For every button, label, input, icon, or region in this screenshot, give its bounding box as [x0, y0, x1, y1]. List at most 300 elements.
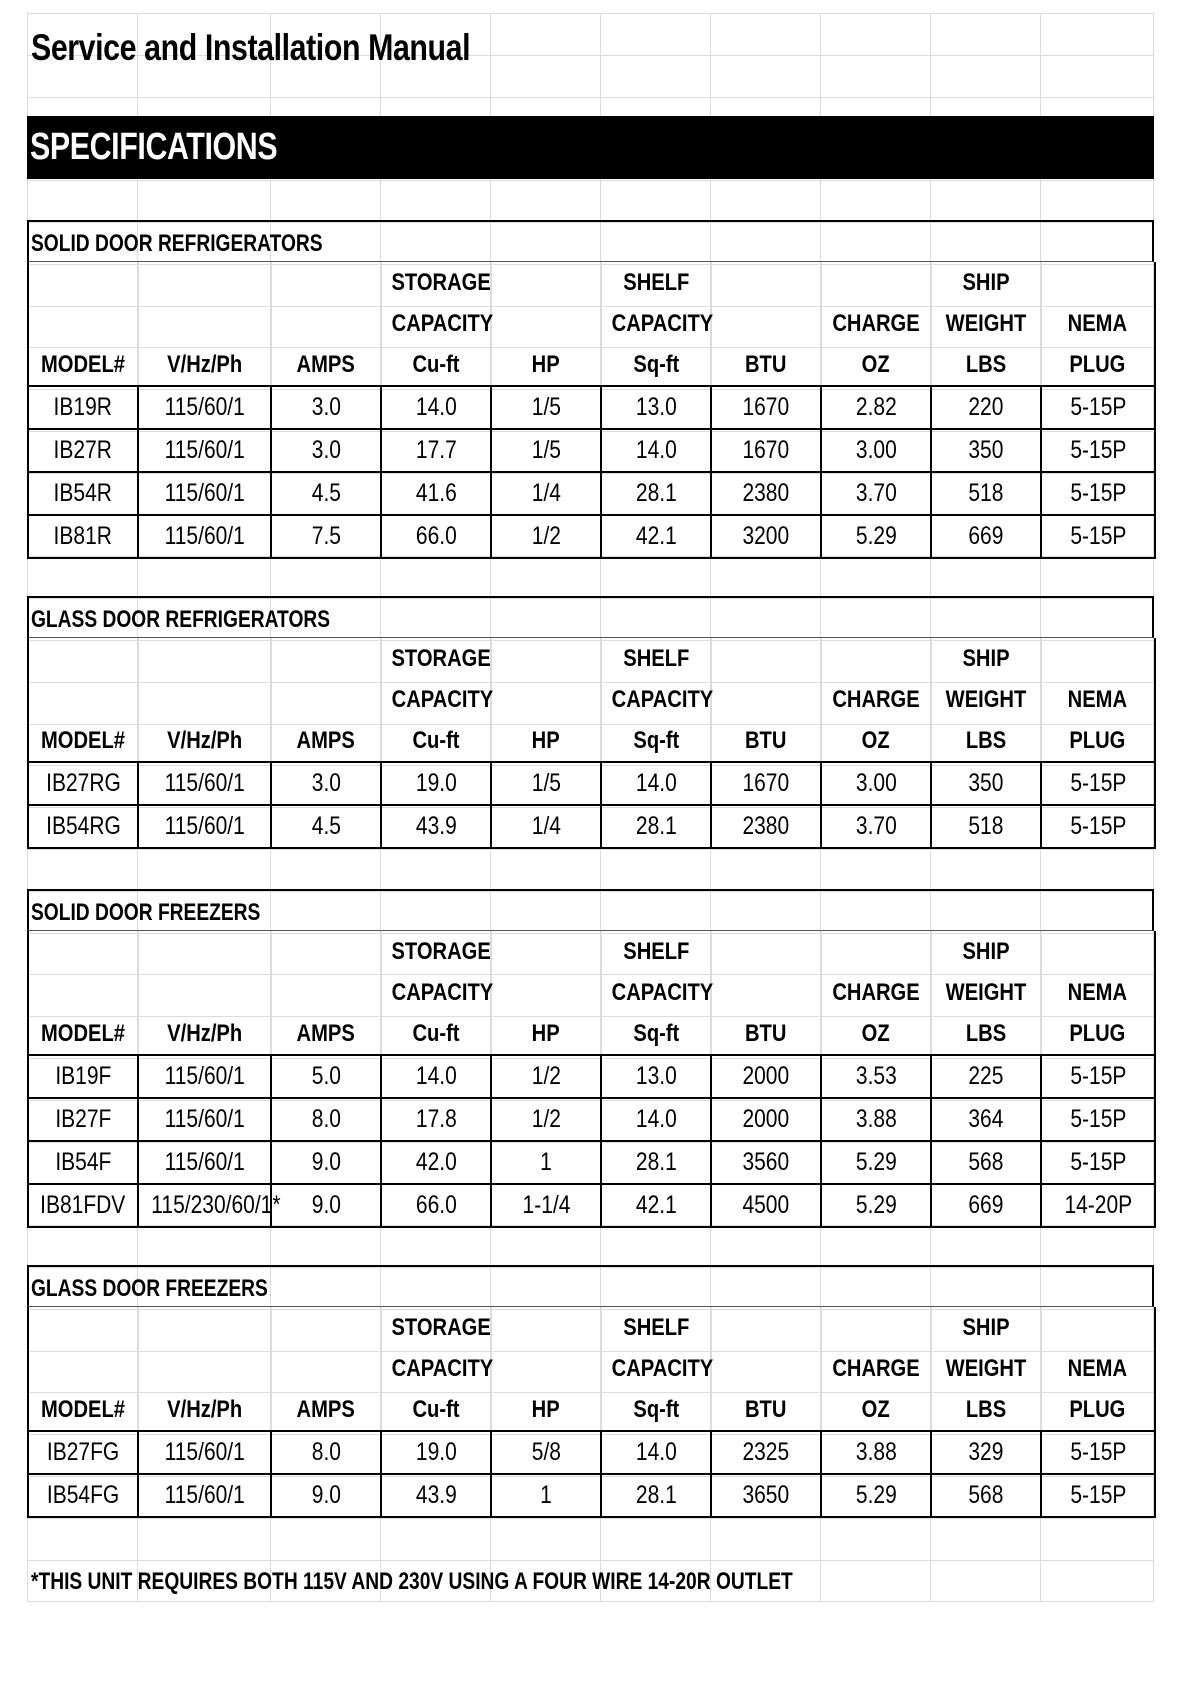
table-cell-text: 5-15P — [1069, 1481, 1127, 1509]
table-cell — [821, 1098, 931, 1141]
table-cell-text: 3.00 — [855, 769, 897, 797]
specifications-banner — [27, 116, 1154, 179]
header-cell — [271, 972, 381, 1013]
header-cell — [821, 1307, 931, 1348]
header-row — [28, 1389, 1155, 1431]
table-cell — [138, 1474, 271, 1517]
header-cell-text: V/Hz/Ph — [166, 1019, 243, 1047]
table-cell — [271, 1098, 381, 1141]
table-cell-text: 5-15P — [1069, 479, 1127, 507]
header-cell — [931, 679, 1041, 720]
header-cell-text: CHARGE — [832, 309, 920, 337]
table-cell-text: 115/60/1 — [164, 522, 245, 550]
table-cell — [1041, 1184, 1155, 1227]
table-cell — [138, 805, 271, 848]
table-cell-text: 42.1 — [635, 522, 677, 550]
table-cell — [28, 1184, 138, 1227]
header-cell-text: V/Hz/Ph — [166, 350, 243, 378]
header-cell-text: STORAGE — [390, 937, 491, 965]
table-row — [28, 386, 1155, 429]
table-cell-text: 66.0 — [415, 1191, 457, 1219]
table-cell — [138, 1431, 271, 1474]
section-title — [27, 889, 1154, 931]
table-cell — [28, 386, 138, 429]
header-cell — [28, 262, 138, 303]
table-cell-text: 17.7 — [415, 436, 457, 464]
header-cell-text: STORAGE — [390, 644, 491, 672]
table-cell-text: IB27R — [53, 436, 113, 464]
header-cell — [491, 931, 601, 972]
header-cell-text: MODEL# — [41, 1019, 126, 1047]
header-cell-text: CHARGE — [832, 978, 920, 1006]
table-cell-text: 7.5 — [311, 522, 341, 550]
table-cell-text: IB81FDV — [40, 1191, 126, 1219]
header-cell — [381, 1013, 491, 1055]
table-cell-text: 4500 — [742, 1191, 790, 1219]
header-cell-text: CAPACITY — [391, 978, 493, 1006]
header-cell-text: SHIP — [962, 1313, 1010, 1341]
header-cell-text: V/Hz/Ph — [166, 1395, 243, 1423]
table-cell-text: 19.0 — [415, 1438, 457, 1466]
table-cell — [491, 1431, 601, 1474]
header-cell — [138, 720, 271, 762]
header-cell — [138, 344, 271, 386]
table-cell-text: 1670 — [742, 436, 790, 464]
header-cell — [821, 344, 931, 386]
header-cell-text: AMPS — [296, 1395, 356, 1423]
header-cell — [821, 679, 931, 720]
table-cell — [138, 1055, 271, 1098]
header-cell — [28, 931, 138, 972]
header-cell — [138, 262, 271, 303]
spec-section — [27, 1265, 1154, 1518]
table-cell — [931, 762, 1041, 805]
table-cell — [381, 472, 491, 515]
table-cell-text: 5-15P — [1069, 522, 1127, 550]
header-cell — [601, 1013, 711, 1055]
header-cell — [381, 720, 491, 762]
header-cell — [1041, 638, 1155, 679]
table-cell — [138, 386, 271, 429]
header-cell-text: Sq-ft — [633, 726, 679, 754]
table-cell-text: 2.82 — [855, 393, 897, 421]
table-cell — [491, 1141, 601, 1184]
table-cell — [491, 429, 601, 472]
table-cell — [601, 1098, 711, 1141]
table-cell-text: 115/60/1 — [164, 436, 245, 464]
header-cell-text: BTU — [745, 1395, 787, 1423]
section-title — [27, 1265, 1154, 1307]
table-cell — [271, 762, 381, 805]
table-cell-text: 5.29 — [855, 1481, 897, 1509]
header-cell — [381, 1348, 491, 1389]
header-cell — [931, 1389, 1041, 1431]
table-cell-text: 5-15P — [1069, 1148, 1127, 1176]
header-cell — [601, 1307, 711, 1348]
header-cell — [931, 344, 1041, 386]
header-cell-text: SHELF — [622, 937, 690, 965]
table-cell — [1041, 762, 1155, 805]
section-title-text: GLASS DOOR FREEZERS — [31, 1275, 268, 1302]
header-cell-text: HP — [531, 726, 561, 754]
header-cell — [1041, 262, 1155, 303]
header-row — [28, 720, 1155, 762]
table-cell — [271, 805, 381, 848]
section-title-text: SOLID DOOR FREEZERS — [31, 899, 261, 926]
table-cell — [711, 805, 821, 848]
header-cell — [931, 303, 1041, 344]
table-cell-text: 115/60/1 — [164, 812, 245, 840]
table-cell — [931, 1141, 1041, 1184]
document-title: Service and Installation Manual — [31, 27, 471, 68]
header-cell-text: AMPS — [296, 350, 356, 378]
header-row — [28, 972, 1155, 1013]
header-cell — [601, 720, 711, 762]
table-cell-text: 3200 — [742, 522, 790, 550]
table-cell-text: 43.9 — [415, 1481, 457, 1509]
section-title-text: GLASS DOOR REFRIGERATORS — [31, 606, 331, 633]
table-cell — [138, 762, 271, 805]
table-cell-text: 66.0 — [415, 522, 457, 550]
table-cell-text: 3650 — [742, 1481, 790, 1509]
table-cell — [491, 386, 601, 429]
table-cell-text: 5-15P — [1069, 1062, 1127, 1090]
table-cell — [711, 762, 821, 805]
table-cell-text: 364 — [968, 1105, 1004, 1133]
table-cell — [271, 1141, 381, 1184]
header-cell — [821, 1348, 931, 1389]
table-cell — [381, 1055, 491, 1098]
table-cell — [271, 1474, 381, 1517]
header-cell — [491, 262, 601, 303]
grid-row-line — [27, 13, 1154, 14]
table-cell-text: 350 — [968, 769, 1004, 797]
grid-row-line — [27, 849, 1154, 850]
table-cell-text: 225 — [968, 1062, 1004, 1090]
header-cell — [138, 972, 271, 1013]
table-cell — [271, 1184, 381, 1227]
table-cell-text: 1670 — [742, 393, 790, 421]
table-cell — [491, 805, 601, 848]
header-cell — [1041, 931, 1155, 972]
header-cell — [821, 262, 931, 303]
table-cell — [271, 1055, 381, 1098]
header-cell — [1041, 720, 1155, 762]
grid-row-line — [27, 180, 1154, 181]
table-cell-text: 17.8 — [415, 1105, 457, 1133]
table-cell — [601, 472, 711, 515]
table-cell-text: 350 — [968, 436, 1004, 464]
table-cell — [821, 386, 931, 429]
header-cell — [381, 638, 491, 679]
table-row — [28, 1098, 1155, 1141]
table-cell-text: 115/60/1 — [164, 1105, 245, 1133]
footnote: *THIS UNIT REQUIRES BOTH 115V AND 230V USING A FOUR WIRE 14-20R OUTLET — [31, 1568, 793, 1595]
header-cell-text: CHARGE — [832, 685, 920, 713]
table-cell-text: 115/60/1 — [164, 1481, 245, 1509]
header-cell-text: OZ — [861, 1395, 890, 1423]
table-cell-text: 42.1 — [635, 1191, 677, 1219]
table-cell — [1041, 1098, 1155, 1141]
header-cell — [28, 679, 138, 720]
table-cell — [138, 1184, 281, 1227]
table-cell-text: 3.70 — [855, 479, 897, 507]
header-cell — [821, 303, 931, 344]
table-cell-text: 8.0 — [311, 1105, 341, 1133]
header-cell — [601, 303, 711, 344]
header-cell — [138, 931, 271, 972]
table-cell-text: 115/60/1 — [164, 1438, 245, 1466]
table-cell-text: 115/60/1 — [164, 1062, 245, 1090]
header-cell — [711, 303, 821, 344]
header-cell — [1041, 1389, 1155, 1431]
table-cell-text: 14.0 — [415, 1062, 457, 1090]
table-cell — [28, 762, 138, 805]
table-cell — [931, 1098, 1041, 1141]
table-cell — [28, 1431, 138, 1474]
header-cell — [381, 303, 491, 344]
header-row — [28, 344, 1155, 386]
header-cell — [821, 720, 931, 762]
header-cell-text: LBS — [965, 726, 1007, 754]
table-cell — [491, 762, 601, 805]
header-cell-text: SHELF — [622, 1313, 690, 1341]
table-cell-text: 3.0 — [311, 769, 341, 797]
table-cell — [931, 429, 1041, 472]
header-cell — [28, 1013, 138, 1055]
header-cell — [1041, 303, 1155, 344]
table-cell-text: 1/5 — [531, 436, 561, 464]
table-cell — [381, 805, 491, 848]
header-cell — [28, 720, 138, 762]
header-cell — [271, 679, 381, 720]
table-cell-text: 115/60/1 — [164, 479, 245, 507]
table-cell — [601, 515, 711, 558]
spec-table — [27, 931, 1156, 1228]
header-cell-text: CAPACITY — [611, 1354, 713, 1382]
header-cell-text: SHIP — [962, 644, 1010, 672]
header-cell — [138, 1389, 271, 1431]
table-cell-text: 115/60/1 — [164, 393, 245, 421]
header-cell-text: PLUG — [1069, 1395, 1126, 1423]
header-cell-text: LBS — [965, 1395, 1007, 1423]
spec-section — [27, 220, 1154, 559]
header-cell — [138, 638, 271, 679]
table-cell — [491, 1474, 601, 1517]
table-cell-text: 9.0 — [311, 1148, 341, 1176]
header-cell-text: NEMA — [1068, 1354, 1128, 1382]
header-cell — [601, 1348, 711, 1389]
table-cell-text: 9.0 — [311, 1481, 341, 1509]
table-row — [28, 429, 1155, 472]
table-cell-text: 1 — [540, 1148, 552, 1176]
header-row — [28, 638, 1155, 679]
table-cell — [821, 429, 931, 472]
header-cell-text: CHARGE — [832, 1354, 920, 1382]
table-row — [28, 515, 1155, 558]
header-row — [28, 262, 1155, 303]
table-cell-text: 568 — [968, 1481, 1004, 1509]
header-cell-text: CAPACITY — [611, 978, 713, 1006]
table-cell — [381, 1184, 491, 1227]
table-cell — [931, 1474, 1041, 1517]
table-cell — [931, 1055, 1041, 1098]
header-cell — [381, 1389, 491, 1431]
header-cell — [271, 1013, 381, 1055]
header-cell-text: HP — [531, 1019, 561, 1047]
table-cell-text: 28.1 — [635, 479, 677, 507]
header-cell — [138, 1013, 271, 1055]
table-cell-text: 5-15P — [1069, 1105, 1127, 1133]
grid-row-line — [27, 97, 1154, 98]
table-cell — [601, 805, 711, 848]
table-cell — [931, 1431, 1041, 1474]
table-cell-text: 13.0 — [635, 393, 677, 421]
table-cell-text: 3.88 — [855, 1438, 897, 1466]
table-cell — [821, 1184, 931, 1227]
header-cell — [381, 262, 491, 303]
header-cell-text: BTU — [745, 350, 787, 378]
table-cell-text: 518 — [968, 479, 1004, 507]
header-cell — [931, 1013, 1041, 1055]
table-cell-text: IB54F — [54, 1148, 112, 1176]
header-row — [28, 679, 1155, 720]
header-cell — [491, 1348, 601, 1389]
table-cell — [381, 762, 491, 805]
table-cell — [711, 1055, 821, 1098]
table-cell — [381, 515, 491, 558]
table-cell-text: 5.0 — [311, 1062, 341, 1090]
table-cell-text: 2000 — [742, 1105, 790, 1133]
table-cell-text: 5.29 — [855, 522, 897, 550]
header-cell — [271, 720, 381, 762]
header-cell — [491, 344, 601, 386]
spec-section — [27, 596, 1154, 849]
table-cell-text: 5-15P — [1069, 812, 1127, 840]
table-cell — [28, 515, 138, 558]
header-row — [28, 303, 1155, 344]
header-cell-text: WEIGHT — [945, 978, 1027, 1006]
table-cell-text: 1-1/4 — [522, 1191, 570, 1219]
table-cell-text: IB54RG — [45, 812, 121, 840]
header-cell — [821, 931, 931, 972]
table-cell — [28, 1141, 138, 1184]
table-row — [28, 805, 1155, 848]
header-cell-text: PLUG — [1069, 350, 1126, 378]
table-cell-text: 14.0 — [635, 769, 677, 797]
table-cell — [271, 515, 381, 558]
header-cell-text: V/Hz/Ph — [166, 726, 243, 754]
table-row — [28, 1184, 1155, 1227]
table-cell — [138, 1141, 271, 1184]
table-cell-text: 568 — [968, 1148, 1004, 1176]
table-cell — [28, 805, 138, 848]
header-cell — [1041, 1307, 1155, 1348]
table-cell-text: 8.0 — [311, 1438, 341, 1466]
table-cell-text: 5-15P — [1069, 769, 1127, 797]
table-cell — [28, 429, 138, 472]
header-cell-text: Cu-ft — [412, 1019, 460, 1047]
table-cell-text: 4.5 — [311, 812, 341, 840]
header-cell — [271, 638, 381, 679]
header-cell-text: SHELF — [622, 268, 690, 296]
table-cell-text: 42.0 — [415, 1148, 457, 1176]
header-cell — [491, 679, 601, 720]
table-cell-text: IB19R — [53, 393, 113, 421]
table-row — [28, 1431, 1155, 1474]
table-cell — [821, 1055, 931, 1098]
table-cell-text: 5-15P — [1069, 1438, 1127, 1466]
table-cell — [1041, 1474, 1155, 1517]
header-cell — [931, 1307, 1041, 1348]
table-cell — [821, 1474, 931, 1517]
section-title — [27, 596, 1154, 638]
header-cell — [821, 1013, 931, 1055]
table-cell-text: 1/4 — [531, 479, 561, 507]
header-cell-text: Cu-ft — [412, 1395, 460, 1423]
header-cell-text: WEIGHT — [945, 309, 1027, 337]
header-cell — [271, 344, 381, 386]
table-cell-text: 5.29 — [855, 1148, 897, 1176]
header-cell-text: MODEL# — [41, 1395, 126, 1423]
header-cell — [28, 1348, 138, 1389]
table-row — [28, 472, 1155, 515]
table-cell-text: 2000 — [742, 1062, 790, 1090]
table-cell-text: 4.5 — [311, 479, 341, 507]
header-cell-text: AMPS — [296, 726, 356, 754]
table-cell-text: IB27FG — [46, 1438, 120, 1466]
header-cell — [711, 720, 821, 762]
header-cell — [1041, 1013, 1155, 1055]
table-cell — [491, 1098, 601, 1141]
header-cell-text: BTU — [745, 1019, 787, 1047]
table-cell-text: 329 — [968, 1438, 1004, 1466]
header-cell-text: NEMA — [1068, 978, 1128, 1006]
table-cell — [711, 1474, 821, 1517]
header-row — [28, 1348, 1155, 1389]
table-cell — [271, 472, 381, 515]
table-cell-text: 2380 — [742, 812, 790, 840]
header-cell — [138, 679, 271, 720]
header-cell-text: Sq-ft — [633, 1395, 679, 1423]
table-cell-text: 14.0 — [635, 1105, 677, 1133]
table-cell-text: 3560 — [742, 1148, 790, 1176]
table-cell-text: 3.88 — [855, 1105, 897, 1133]
table-cell-text: 19.0 — [415, 769, 457, 797]
header-cell — [601, 344, 711, 386]
header-cell — [931, 931, 1041, 972]
table-cell-text: 43.9 — [415, 812, 457, 840]
table-cell — [138, 515, 271, 558]
table-cell-text: 2325 — [742, 1438, 790, 1466]
table-cell-text: 669 — [968, 522, 1004, 550]
table-cell-text: 28.1 — [635, 812, 677, 840]
table-cell-text: 5-15P — [1069, 436, 1127, 464]
table-cell-text: IB27F — [54, 1105, 112, 1133]
header-cell — [28, 303, 138, 344]
header-cell — [28, 638, 138, 679]
spreadsheet-page — [27, 13, 1154, 1602]
header-cell — [711, 638, 821, 679]
table-cell-text: 115/60/1 — [164, 769, 245, 797]
table-cell-text: 28.1 — [635, 1148, 677, 1176]
grid-row-line — [27, 1518, 1154, 1519]
header-cell — [491, 972, 601, 1013]
header-cell-text: MODEL# — [41, 350, 126, 378]
table-cell — [711, 386, 821, 429]
header-cell — [711, 1013, 821, 1055]
header-cell-text: STORAGE — [390, 1313, 491, 1341]
